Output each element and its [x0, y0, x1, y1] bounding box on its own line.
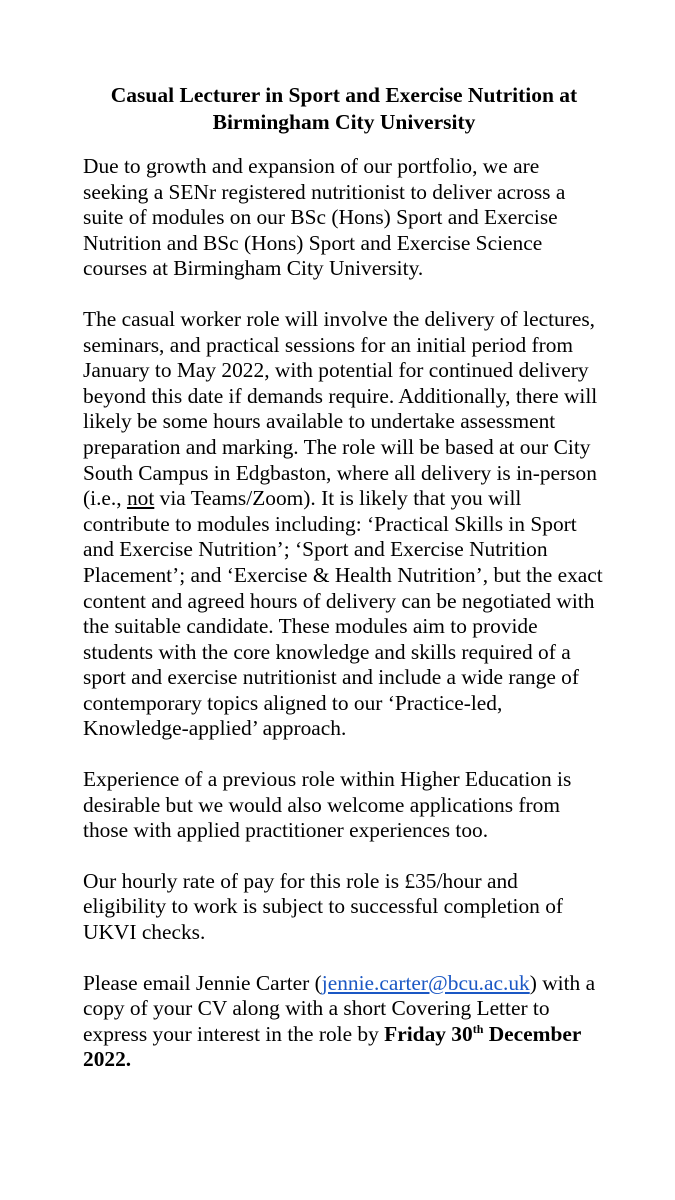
contact-paragraph	[83, 971, 605, 1073]
deadline-day: Friday 30	[384, 1021, 473, 1046]
title-line-1: Casual Lecturer in Sport and Exercise Nutrition at	[110, 83, 578, 107]
experience-paragraph: Experience of a previous role within Higher Education is desirable but we would also welcome applications from those with applied practitioner experiences too.	[83, 767, 572, 843]
title-line-2: Birmingham City University	[212, 110, 476, 134]
not-underlined-word: not	[126, 486, 155, 511]
contact-intro: Please email Jennie Carter (	[83, 970, 322, 995]
email-link[interactable]: jennie.carter@bcu.ac.uk	[321, 970, 530, 995]
intro-paragraph: Due to growth and expansion of our portfolio, we are seeking a SENr registered nutritionist to deliver across a suite of modules on our BSc (Hons) Sport and Exercise Nutrition and BSc (Hons) Sport and Exercise Science courses at Birmingham City University.	[83, 154, 566, 281]
deadline-ordinal: th	[472, 1021, 484, 1036]
deadline-month-year: December 2022.	[83, 1021, 581, 1072]
pay-paragraph: Our hourly rate of pay for this role is £35/hour and eligibility to work is subject to successful completion of UKVI checks.	[83, 868, 564, 945]
page-title	[83, 82, 605, 136]
role-description-paragraph	[83, 307, 605, 742]
role-description-text-1: The casual worker role will involve the delivery of lectures, seminars, and practical sessions for an initial period from January to May 2022, with potential for continued delivery beyond this date if demands require. Additionally, there will likely be some hours available to undertake assessment preparation and marking. The role will be based at our City South Campus in Edgbaston, where all delivery is in-person (i.e.,	[83, 306, 598, 511]
role-description-text-2: via Teams/Zoom). It is likely that you will contribute to modules including: ‘Practical Skills in Sport and Exercise Nutrition’; ‘Sport and Exercise Nutrition Placement’; and ‘Exercise & Health Nutrition’, but the exact content and agreed hours of delivery can be negotiated with the suitable candidate. These modules aim to provide students with the core knowledge and skills required of a sport and exercise nutritionist and include a wide range of contemporary topics aligned to our ‘Practice-led, Knowledge-applied’ approach.	[83, 486, 603, 741]
contact-rest: ) with a copy of your CV along with a short Covering Letter to express your interest in the role by	[83, 970, 596, 1046]
